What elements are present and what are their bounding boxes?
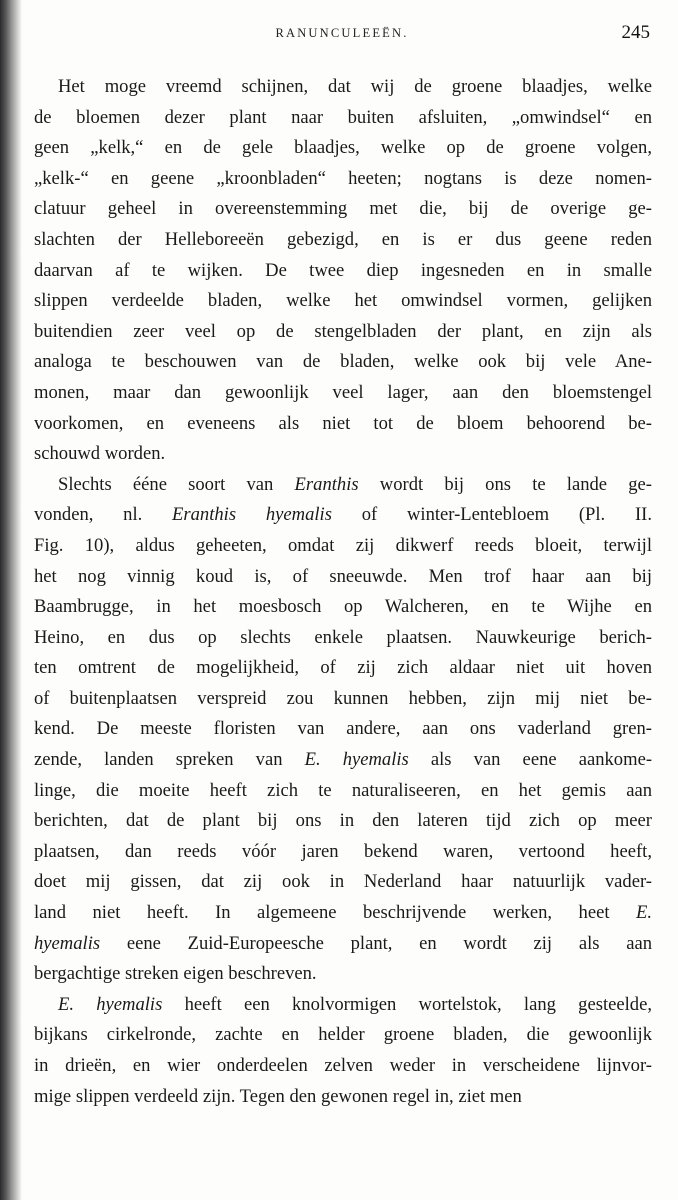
text-segment: heeft een knolvormigen wortelstok, lang gesteelde,: [162, 993, 652, 1015]
text-segment: Slechts ééne soort van: [58, 473, 295, 495]
running-head: RANUNCULEEËN.: [275, 26, 409, 40]
text-line: [34, 776, 652, 807]
body-text: [34, 72, 652, 1112]
text-segment: het nog vinnig koud is, of sneeuwde. Men trof haar aan bij: [34, 565, 652, 587]
text-segment: als van eene aankome-: [408, 749, 652, 771]
text-segment: Heino, en dus op slechts enkele plaatsen. Nauwkeurige berich-: [34, 626, 652, 648]
text-line: [34, 592, 652, 623]
text-line: [34, 286, 652, 317]
text-segment: plaatsen, dan reeds vóór jaren bekend waren, vertoond heeft,: [34, 840, 652, 862]
text-segment: Het moge vreemd schijnen, dat wij de groene blaadjes, welke: [58, 76, 652, 97]
text-line: [34, 439, 652, 470]
text-segment: daarvan af te wijken. De twee diep ingesneden en in smalle: [34, 259, 652, 281]
text-line: [34, 898, 652, 929]
text-segment: mige slippen verdeeld zijn. Tegen den gewonen regel in, ziet men: [34, 1085, 522, 1107]
text-line: [34, 317, 652, 348]
text-segment: of buitenplaatsen verspreid zou kunnen hebben, zijn mij niet be-: [34, 687, 652, 709]
text-segment: ten omtrent de mogelijkheid, of zij zich aldaar niet uit hoven: [34, 657, 652, 679]
text-segment: wordt bij ons te lande ge-: [358, 473, 652, 495]
text-line: [34, 225, 652, 256]
italic-text-segment: hyemalis: [34, 932, 101, 954]
text-segment: Fig. 10), aldus geheeten, omdat zij dikwerf reeds bloeit, terwijl: [34, 534, 652, 556]
text-line: [34, 378, 652, 409]
text-segment: slachten der Helleboreeën gebezigd, en is er dus geene reden: [34, 228, 652, 250]
text-line: [34, 409, 652, 440]
text-line: [34, 714, 652, 745]
text-line: [34, 133, 652, 164]
text-line: [34, 531, 652, 562]
text-line: [34, 1020, 652, 1051]
text-line: [34, 867, 652, 898]
text-segment: de bloemen dezer plant naar buiten afsluiten, „omwindsel“ en: [34, 106, 652, 128]
text-segment: of winter-Lentebloem (Pl. II.: [331, 504, 652, 526]
text-segment: monen, maar dan gewoonlijk veel lager, aan den bloemstengel: [34, 381, 652, 403]
text-line: [34, 745, 652, 776]
italic-text-segment: E. hyemalis: [304, 749, 409, 771]
text-segment: in drieën, en wier onderdeelen zelven weder in verscheidene lijnvor-: [34, 1055, 652, 1076]
paragraph: [34, 72, 652, 470]
text-line: [34, 103, 652, 134]
text-line: [34, 500, 652, 531]
text-line: [34, 256, 652, 287]
text-segment: kend. De meeste floristen van andere, aan ons vaderland gren-: [34, 718, 652, 740]
text-line: [34, 806, 652, 837]
text-line: [34, 470, 652, 501]
text-segment: linge, die moeite heeft zich te naturaliseeren, en het gemis aan: [34, 779, 652, 801]
text-segment: voorkomen, en eveneens als niet tot de bloem behoorend be-: [34, 412, 652, 434]
italic-text-segment: Eranthis hyemalis: [172, 504, 332, 526]
text-segment: „kelk-“ en geene „kroonbladen“ heeten; nogtans is deze nomen-: [34, 167, 652, 189]
text-line: [34, 194, 652, 225]
text-segment: analoga te beschouwen van de bladen, welke ook bij vele Ane-: [34, 351, 652, 373]
text-line: [34, 990, 652, 1021]
text-line: [34, 562, 652, 593]
italic-text-segment: E. hyemalis: [58, 993, 163, 1015]
text-line: [34, 929, 652, 960]
text-line: [34, 623, 652, 654]
text-segment: buitendien zeer veel op de stengelbladen der plant, en zijn als: [34, 320, 652, 342]
text-line: [34, 164, 652, 195]
text-segment: schouwd worden.: [34, 443, 166, 465]
text-segment: slippen verdeelde bladen, welke het omwindsel vormen, gelijken: [34, 290, 652, 312]
text-line: [34, 1051, 652, 1082]
text-line: [34, 837, 652, 868]
text-line: [34, 1082, 652, 1113]
text-segment: zende, landen spreken van: [34, 749, 305, 771]
text-segment: Baambrugge, in het moesbosch op Walcheren, en te Wijhe en: [34, 596, 652, 618]
page-header: [34, 22, 650, 48]
text-segment: eene Zuid-Europeesche plant, en wordt zij als aan: [100, 932, 652, 954]
text-segment: land niet heeft. In algemeene beschrijvende werken, heet: [34, 902, 636, 924]
text-segment: doet mij gissen, dat zij ook in Nederland haar natuurlijk vader-: [34, 871, 652, 893]
text-segment: vonden, nl.: [34, 504, 173, 526]
text-segment: clatuur geheel in overeenstemming met die, bij de overige ge-: [34, 198, 652, 220]
text-line: [34, 653, 652, 684]
paragraph: [34, 470, 652, 990]
italic-text-segment: Eranthis: [294, 473, 359, 495]
text-segment: bergachtige streken eigen beschreven.: [34, 963, 317, 985]
text-line: [34, 347, 652, 378]
page-number: 245: [621, 22, 650, 43]
paragraph: [34, 990, 652, 1112]
text-segment: berichten, dat de plant bij ons in den lateren tijd zich op meer: [34, 810, 652, 832]
italic-text-segment: E.: [635, 902, 652, 924]
book-gutter: [0, 0, 22, 1200]
text-line: [34, 72, 652, 103]
text-segment: geen „kelk,“ en de gele blaadjes, welke op de groene volgen,: [34, 137, 652, 159]
text-segment: bijkans cirkelronde, zachte en helder groene bladen, die gewoonlijk: [34, 1024, 652, 1046]
text-line: [34, 684, 652, 715]
text-line: [34, 959, 652, 990]
